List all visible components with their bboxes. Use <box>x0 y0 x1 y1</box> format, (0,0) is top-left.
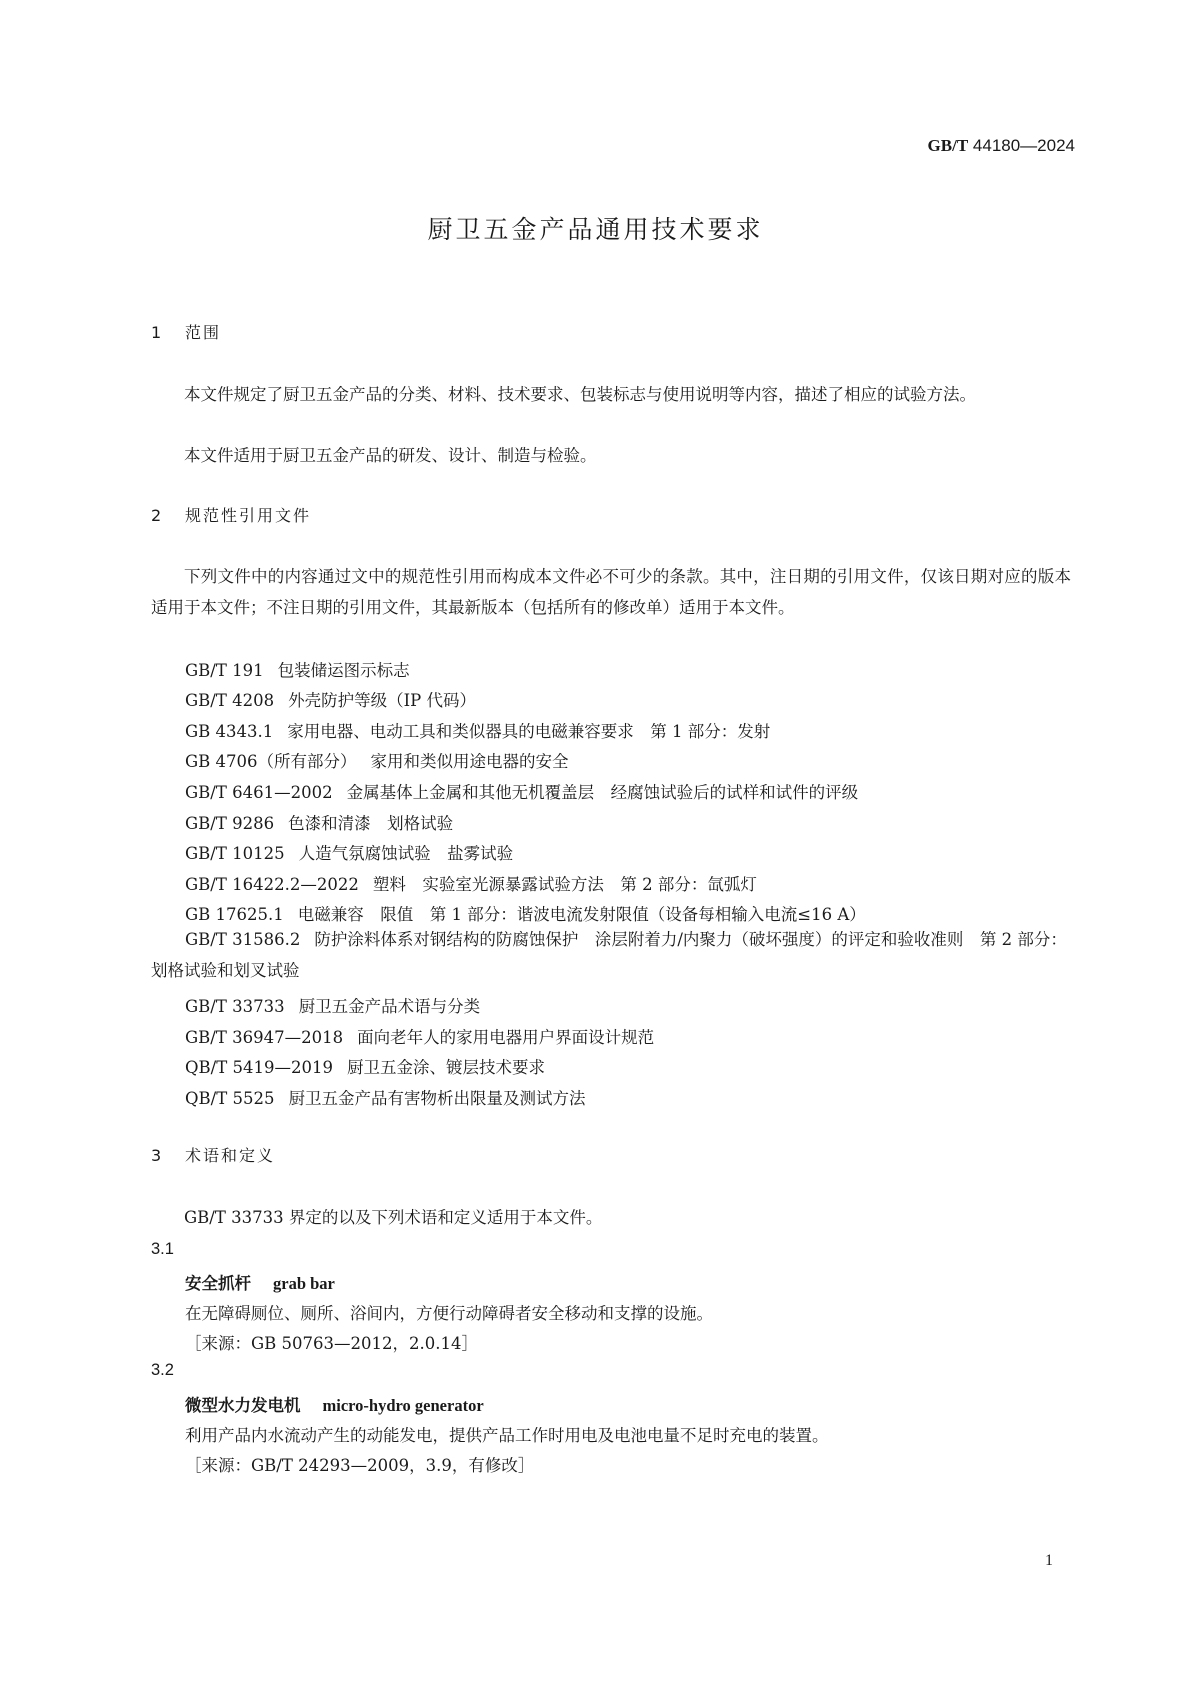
reference-code: GB 17625.1 <box>185 905 284 924</box>
reference-item <box>185 810 453 834</box>
reference-title: 人造气氛腐蚀试验 盐雾试验 <box>298 844 514 863</box>
reference-item <box>185 993 480 1017</box>
section-heading-normative-references <box>151 503 311 526</box>
reference-item <box>185 1085 585 1109</box>
reference-code: GB/T 6461—2002 <box>185 783 333 802</box>
reference-code: GB/T 4208 <box>185 691 275 710</box>
term-source: ［来源：GB/T 24293—2009，3.9，有修改］ <box>185 1456 535 1475</box>
term-heading <box>185 1392 484 1416</box>
reference-item <box>185 748 569 772</box>
reference-title: 塑料 实验室光源暴露试验方法 第 2 部分：氙弧灯 <box>372 875 757 894</box>
reference-code: GB/T 10125 <box>185 844 285 863</box>
reference-code: GB 4706（所有部分） <box>185 752 357 771</box>
reference-title: 包装储运图示标志 <box>277 661 410 680</box>
reference-code: QB/T 5525 <box>185 1089 275 1108</box>
reference-item <box>151 925 1071 986</box>
reference-item <box>185 718 770 742</box>
reference-title: 厨卫五金产品术语与分类 <box>298 997 481 1016</box>
section-heading-scope <box>151 320 221 343</box>
reference-code: GB/T 36947—2018 <box>185 1028 344 1047</box>
reference-code: GB 4343.1 <box>185 722 274 741</box>
reference-code: GB/T 9286 <box>185 814 275 833</box>
term-number: 3.2 <box>151 1361 174 1379</box>
terms-intro-paragraph: GB/T 33733 界定的以及下列术语和定义适用于本文件。 <box>184 1208 603 1227</box>
reference-code: GB/T 191 <box>185 661 264 680</box>
section-number: 2 <box>151 506 162 525</box>
reference-title: 外壳防护等级（IP 代码） <box>288 691 476 710</box>
document-title: 厨卫五金产品通用技术要求 <box>427 215 764 244</box>
reference-item <box>185 1024 654 1048</box>
reference-item <box>185 687 476 711</box>
term-en: micro-hydro generator <box>322 1396 484 1415</box>
term-definition: 利用产品内水流动产生的动能发电，提供产品工作时用电及电池电量不足时充电的装置。 <box>185 1426 829 1445</box>
standard-prefix: GB/T <box>927 136 969 155</box>
term-en: grab bar <box>273 1274 335 1293</box>
reference-item <box>185 657 410 681</box>
reference-title: 金属基体上金属和其他无机覆盖层 经腐蚀试验后的试样和试件的评级 <box>346 783 859 802</box>
section-number: 3 <box>151 1146 162 1165</box>
reference-code: GB/T 33733 <box>185 997 285 1016</box>
reference-code: GB/T 31586.2 <box>185 930 301 949</box>
reference-title: 厨卫五金涂、镀层技术要求 <box>346 1058 545 1077</box>
reference-code: QB/T 5419—2019 <box>185 1058 333 1077</box>
section-heading-terms-definitions <box>151 1143 275 1166</box>
reference-title: 厨卫五金产品有害物析出限量及测试方法 <box>288 1089 586 1108</box>
term-zh: 微型水力发电机 <box>185 1396 301 1415</box>
standard-code: 44180—2024 <box>972 136 1075 155</box>
page-number: 1 <box>1045 1552 1053 1569</box>
reference-item <box>185 840 513 864</box>
term-heading <box>185 1270 335 1294</box>
standard-number <box>928 136 1075 156</box>
reference-item <box>185 901 866 925</box>
references-intro-paragraph: 下列文件中的内容通过文中的规范性引用而构成本文件必不可少的条款。其中，注日期的引用文件，仅该日期对应的版本适用于本文件；不注日期的引用文件，其最新版本（包括所有的修改单）适用于本文件。 <box>151 567 1071 617</box>
reference-title: 家用电器、电动工具和类似器具的电磁兼容要求 第 1 部分：发射 <box>287 722 771 741</box>
reference-title: 防护涂料体系对钢结构的防腐蚀保护 涂层附着力/内聚力（破坏强度）的评定和验收准则 第 2 部分：划格试验和划叉试验 <box>151 930 1067 980</box>
section-title: 规范性引用文件 <box>185 506 312 525</box>
term-zh: 安全抓杆 <box>185 1274 251 1293</box>
scope-paragraph-2: 本文件适用于厨卫五金产品的研发、设计、制造与检验。 <box>184 446 597 465</box>
reference-item <box>185 871 757 895</box>
reference-item <box>185 779 858 803</box>
reference-title: 色漆和清漆 划格试验 <box>288 814 454 833</box>
section-title: 范围 <box>185 323 222 342</box>
section-title: 术语和定义 <box>185 1146 276 1165</box>
reference-title: 电磁兼容 限值 第 1 部分：谐波电流发射限值（设备每相输入电流≤16 A） <box>297 905 866 924</box>
scope-paragraph-1: 本文件规定了厨卫五金产品的分类、材料、技术要求、包装标志与使用说明等内容，描述了相应的试验方法。 <box>184 385 976 404</box>
reference-title: 面向老年人的家用电器用户界面设计规范 <box>357 1028 655 1047</box>
term-definition: 在无障碍厕位、厕所、浴间内，方便行动障碍者安全移动和支撑的设施。 <box>185 1304 713 1323</box>
term-number: 3.1 <box>151 1240 174 1258</box>
reference-code: GB/T 16422.2—2022 <box>185 875 359 894</box>
reference-title: 家用和类似用途电器的安全 <box>370 752 569 771</box>
term-source: ［来源：GB 50763—2012，2.0.14］ <box>185 1334 479 1353</box>
section-number: 1 <box>151 323 162 342</box>
reference-item <box>185 1054 545 1078</box>
